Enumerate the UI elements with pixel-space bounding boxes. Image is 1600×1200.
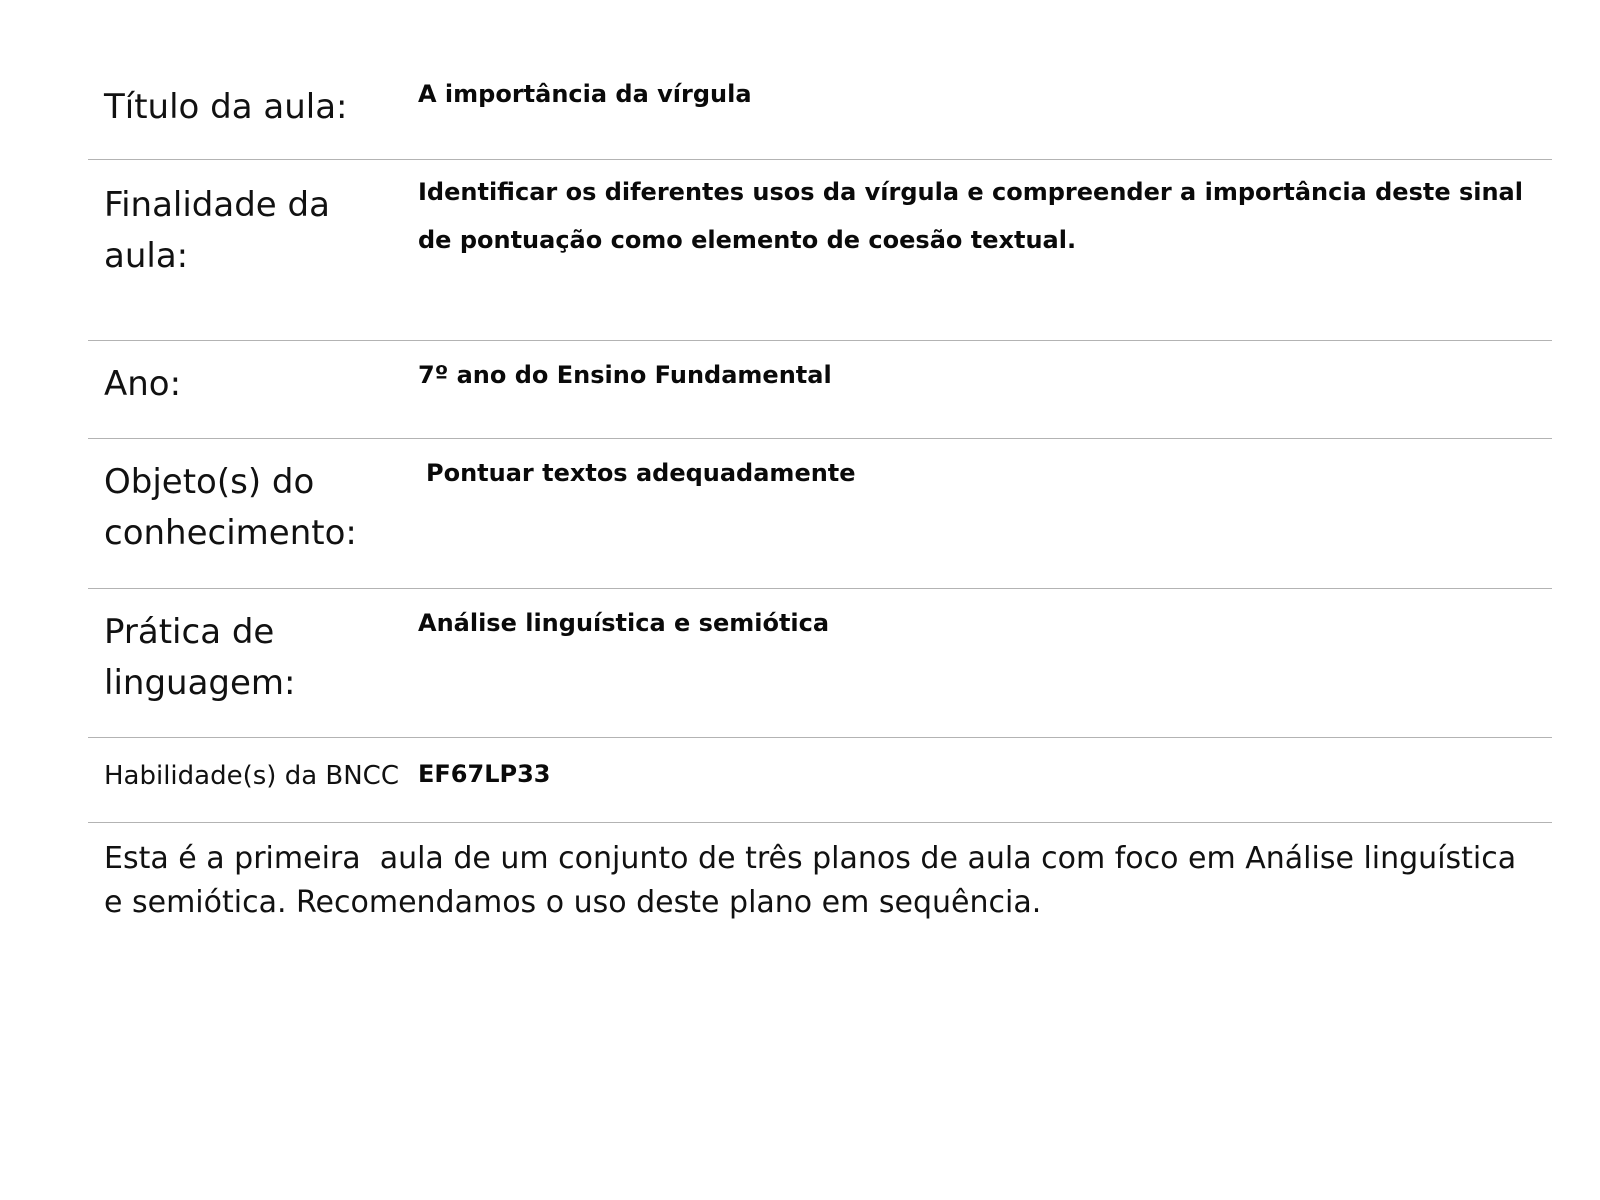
lesson-plan-table — [88, 60, 1552, 925]
value-ano: 7º ano do Ensino Fundamental — [418, 361, 832, 389]
label-ano: Ano: — [104, 364, 182, 404]
row-ano — [88, 341, 1552, 439]
value-pratica: Análise linguística e semiótica — [418, 609, 830, 637]
sequence-note: Esta é a primeira aula de um conjunto de três planos de aula com foco em Análise linguística e semiótica. Recomendamos o uso deste plano em sequência. — [104, 841, 1526, 920]
row-finalidade — [88, 160, 1552, 341]
value-objeto: Pontuar textos adequadamente — [426, 459, 856, 487]
label-pratica: Prática de linguagem: — [104, 612, 296, 703]
label-objeto: Objeto(s) do conhecimento: — [104, 462, 357, 553]
value-finalidade: Identificar os diferentes usos da vírgula e compreender a importância deste sinal de pontuação como elemento de coesão textual. — [418, 178, 1523, 254]
value-habilidade: EF67LP33 — [418, 760, 551, 788]
label-habilidade: Habilidade(s) da BNCC — [104, 761, 399, 791]
row-titulo — [88, 60, 1552, 160]
row-objeto — [88, 439, 1552, 589]
label-finalidade: Finalidade da aula: — [104, 185, 330, 276]
label-titulo: Título da aula: — [104, 87, 348, 127]
row-pratica — [88, 589, 1552, 738]
row-habilidade — [88, 738, 1552, 823]
value-titulo: A importância da vírgula — [418, 80, 752, 108]
